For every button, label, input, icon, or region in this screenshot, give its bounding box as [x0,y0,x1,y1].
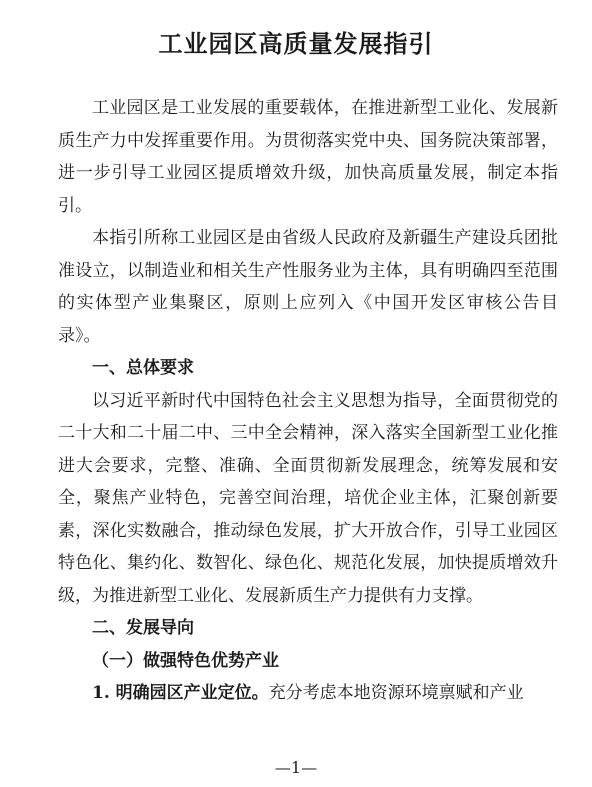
paragraph-industry-positioning [58,677,558,710]
paragraph-definition: 本指引所称工业园区是由省级人民政府及新疆生产建设兵团批准设立，以制造业和相关生产性服务业为主体，具有明确四至范围的实体型产业集聚区，原则上应列入《中国开发区审核公告目录》。 [58,228,558,346]
heading-strengthen-industries: （一）做强特色优势产业 [92,650,279,671]
heading-development-orientation: 二、发展导向 [92,618,194,638]
paragraph-intro: 工业园区是工业发展的重要载体，在推进新型工业化、发展新质生产力中发挥重要作用。为贯彻落实党中央、国务院决策部署，进一步引导工业园区提质增效升级，加快高质量发展，制定本指引。 [58,98,558,216]
paragraph-lead: 1. 明确园区产业定位。 [92,683,269,703]
page-number: —1— [274,758,318,777]
paragraph-general-requirements: 以习近平新时代中国特色社会主义思想为指导，全面贯彻党的二十大和二十届二中、三中全会精神，深入落实全国新型工业化推进大会要求，完整、准确、全面贯彻新发展理念，统筹发展和安全，聚焦产业特色，完善空间治理，培优企业主体，汇聚创新要素，深化实数融合，推动绿色发展，扩大开放合作，引导工业园区特色化、集约化、数智化、绿色化、规范化发展，加快提质增效升级，为推进新型工业化、发展新质生产力提供有力支撑。 [58,390,558,606]
paragraph-text: 充分考虑本地资源环境禀赋和产业 [268,683,524,703]
document-body [58,92,558,710]
heading-general-requirements: 一、总体要求 [92,358,194,378]
document-title: 工业园区高质量发展指引 [158,30,434,58]
